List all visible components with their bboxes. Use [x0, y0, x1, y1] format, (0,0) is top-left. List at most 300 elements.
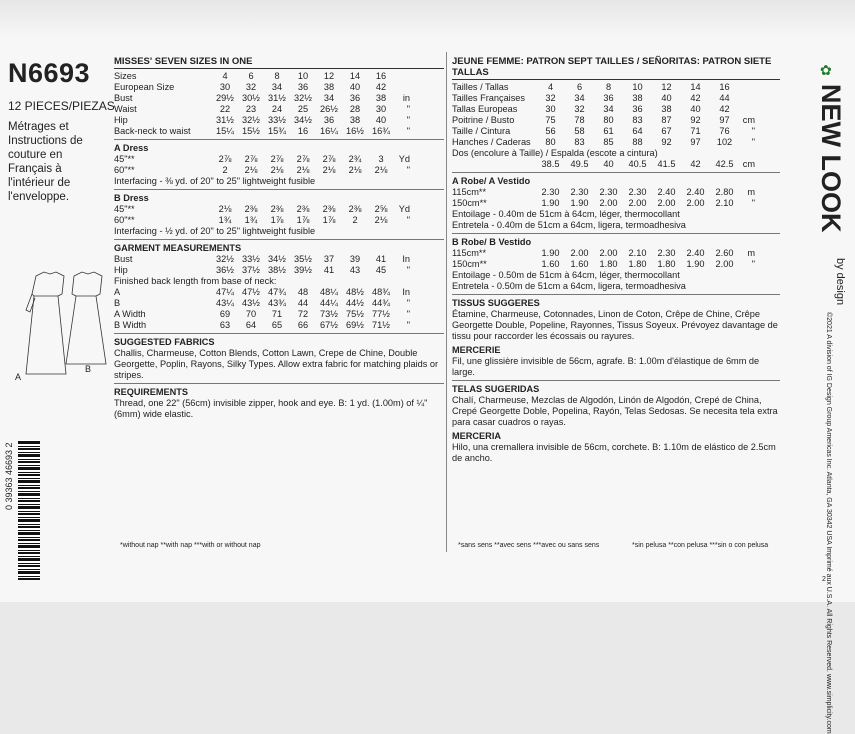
divider: [114, 333, 444, 334]
b-entretela: Entretela - 0.50m de 51cm a 64cm, ligera, termoadhesiva: [452, 281, 686, 291]
row-label: Taille / Cintura: [452, 126, 511, 136]
row-label: Tallas Europeas: [452, 104, 518, 114]
table-cell: 2⅛: [374, 165, 388, 175]
table-cell: 1.60: [570, 259, 589, 269]
row-label: 45"**: [114, 154, 135, 164]
row-label: 115cm**: [452, 248, 487, 258]
table-cell: 33½: [242, 254, 260, 264]
english-footnote: *without nap **with nap ***with or without nap: [120, 542, 261, 549]
divider: [114, 239, 444, 240]
table-cell: 63: [219, 320, 231, 330]
table-cell: 2⅞: [218, 154, 232, 164]
table-cell: 25: [297, 104, 309, 114]
row-label: 60"**: [114, 215, 135, 225]
pieces-count: 12 PIECES/PIEZAS: [8, 99, 115, 113]
table-cell: 32: [245, 82, 257, 92]
table-cell: 16: [719, 82, 730, 92]
table-cell: 16¼: [320, 126, 338, 136]
merceria-text: Hilo, una cremallera invisible de 56cm, corchete. B: 1.10m de elástico de 2.5cm de ancho.: [452, 442, 776, 463]
table-row: [114, 104, 410, 115]
table-cell: 2.30: [570, 187, 589, 197]
table-cell: 37: [323, 254, 335, 264]
table-cell: 65: [271, 320, 283, 330]
table-cell: 2.00: [599, 248, 618, 258]
table-cell: 15½: [242, 126, 260, 136]
column-divider: [446, 52, 447, 552]
table-cell: 3: [378, 154, 384, 164]
table-row: [114, 126, 410, 137]
a-entretela: Entretela - 0.40m de 51cm a 64cm, ligera, termoadhesiva: [452, 220, 686, 230]
table-row: [114, 215, 410, 226]
divider: [114, 383, 444, 384]
unit-cell: ": [406, 320, 410, 330]
table-cell: 30: [375, 104, 387, 114]
b-entoilage: Entoilage - 0.50m de 51cm à 64cm, léger, thermocollant: [452, 270, 680, 280]
table-cell: 6: [248, 71, 254, 81]
merceria-heading: MERCERIA: [452, 431, 502, 441]
b-robe-heading: B Robe/ B Vestido: [452, 237, 532, 247]
table-cell: 88: [632, 137, 643, 147]
row-label: 150cm**: [452, 259, 487, 269]
english-title: MISSES' SEVEN SIZES IN ONE: [114, 56, 444, 69]
tissus-text: Étamine, Charmeuse, Cotonnades, Linon de Coton, Crêpe de Chine, Crêpe Georgette Double, Popeline, Rayonnes, Tissus Soyeux. Prévoyez davantage de tissu pour raccorder les écossais ou rayures.: [452, 309, 778, 341]
table-cell: 36: [603, 93, 614, 103]
table-cell: 38: [375, 93, 387, 103]
table-cell: 2: [352, 215, 358, 225]
table-row: [114, 165, 410, 176]
table-cell: 2.40: [686, 248, 705, 258]
table-cell: 36: [323, 115, 335, 125]
table-cell: 34½: [268, 254, 286, 264]
table-cell: 1.90: [570, 198, 589, 208]
table-cell: 45: [375, 265, 387, 275]
table-cell: 61: [603, 126, 614, 136]
table-cell: 33½: [268, 115, 286, 125]
unit-cell: ": [406, 165, 410, 175]
table-cell: 70: [245, 309, 257, 319]
table-cell: 44¾: [372, 298, 390, 308]
table-row: [452, 82, 755, 93]
spanish-footnote: *sin pelusa **con pelusa ***sin o con pelusa: [632, 542, 769, 549]
table-cell: 15¾: [268, 126, 286, 136]
table-cell: 85: [603, 137, 614, 147]
table-row: [114, 320, 410, 331]
row-label: Hanches / Caderas: [452, 137, 531, 147]
table-cell: 77½: [372, 309, 390, 319]
row-label: [452, 159, 536, 170]
dos-table: [452, 159, 755, 170]
table-cell: 2⅜: [322, 204, 336, 214]
table-cell: 66: [297, 320, 309, 330]
unit-cell: ": [406, 298, 410, 308]
table-cell: 92: [661, 137, 672, 147]
table-cell: 34: [603, 104, 614, 114]
table-cell: 1.80: [599, 259, 618, 269]
table-row: [114, 204, 410, 215]
divider: [452, 380, 780, 381]
table-cell: 29½: [216, 93, 234, 103]
table-cell: 42: [690, 159, 701, 169]
table-cell: 2⅛: [218, 204, 232, 214]
finished-length-table: [114, 287, 410, 331]
table-cell: 64: [245, 320, 257, 330]
fr-a-table: [452, 187, 755, 209]
a-interfacing: Interfacing - ⅜ yd. of 20" to 25" lightweight fusible: [114, 176, 316, 186]
fabrics-heading: SUGGESTED FABRICS: [114, 337, 215, 347]
table-cell: 58: [574, 126, 585, 136]
fr-b-table: [452, 248, 755, 270]
table-cell: 39: [349, 254, 361, 264]
table-cell: 2.30: [657, 248, 676, 258]
view-b-label: B: [85, 364, 92, 374]
unit-cell: cm: [742, 159, 755, 169]
table-row: [114, 82, 410, 93]
table-row: [114, 115, 410, 126]
unit-cell: ": [406, 104, 410, 114]
page-number: 2: [822, 576, 826, 583]
table-cell: 102: [716, 137, 733, 147]
table-cell: 28: [349, 104, 361, 114]
table-cell: 40.5: [628, 159, 647, 169]
table-cell: 1.90: [686, 259, 705, 269]
mercerie-heading: MERCERIE: [452, 345, 501, 355]
french-title: JEUNE FEMME: PATRON SEPT TAILLES / SEÑORITAS: PATRON SIETE TALLAS: [452, 56, 780, 80]
table-row: [452, 259, 755, 270]
row-label: 150cm**: [452, 198, 487, 208]
table-cell: 40: [661, 93, 672, 103]
table-cell: 83: [574, 137, 585, 147]
unit-cell: m: [747, 187, 755, 197]
row-label: B: [114, 298, 121, 308]
table-cell: 41: [375, 254, 387, 264]
table-cell: 48½: [346, 287, 364, 297]
table-row: [452, 198, 755, 209]
table-cell: 1¾: [244, 215, 258, 225]
table-cell: 2.30: [628, 187, 647, 197]
table-cell: 39½: [294, 265, 312, 275]
unit-cell: ": [751, 259, 755, 269]
table-cell: 87: [661, 115, 672, 125]
table-cell: 12: [323, 71, 335, 81]
french-note: Métrages et Instructions de couture en Français à l'intérieur de l'enveloppe.: [8, 121, 83, 203]
table-cell: 2⅞: [270, 154, 284, 164]
table-cell: 31½: [216, 115, 234, 125]
table-row: [114, 154, 410, 165]
garment-measurements-table: [114, 254, 410, 276]
table-cell: 78: [574, 115, 585, 125]
row-label: 60"**: [114, 165, 135, 175]
table-cell: 32: [545, 93, 556, 103]
table-row: [114, 298, 410, 309]
table-cell: 16: [297, 126, 309, 136]
table-cell: 26½: [320, 104, 338, 114]
divider: [452, 172, 780, 173]
unit-cell: ": [751, 137, 755, 147]
requirements-text: Thread, one 22" (56cm) invisible zipper, hook and eye. B: 1 yd. (1.00m) of ¼" (6mm) wide elastic.: [114, 398, 428, 419]
table-cell: 36: [297, 82, 309, 92]
table-row: [452, 248, 755, 259]
table-cell: 1⅞: [270, 215, 284, 225]
table-cell: 6: [576, 82, 583, 92]
table-cell: 1⅞: [322, 215, 336, 225]
table-cell: 23: [245, 104, 257, 114]
table-cell: 36½: [216, 265, 234, 275]
table-cell: 35½: [294, 254, 312, 264]
table-cell: 92: [690, 115, 701, 125]
table-cell: 48¼: [320, 287, 338, 297]
table-cell: 34: [271, 82, 283, 92]
table-cell: 2.10: [715, 198, 734, 208]
table-row: [452, 115, 755, 126]
table-cell: 36: [632, 104, 643, 114]
row-label: 115cm**: [452, 187, 487, 197]
unit-cell: in: [402, 93, 410, 103]
table-cell: 69: [219, 309, 231, 319]
table-cell: 42: [690, 93, 701, 103]
unit-cell: ": [406, 265, 410, 275]
fabrics-text: Challis, Charmeuse, Cotton Blends, Cotton Lawn, Crepe de Chine, Double Georgette, Poplin, Rayons, Silky Types. Allow extra fabric for matching plaids or stripes.: [114, 348, 439, 380]
table-cell: 2.60: [715, 248, 734, 258]
table-row: [114, 71, 410, 82]
table-cell: 10: [297, 71, 309, 81]
table-cell: 44: [719, 93, 730, 103]
table-cell: 44¼: [320, 298, 338, 308]
barcode-number: 0 39363 46693 2: [4, 442, 14, 510]
unit-cell: [739, 82, 755, 93]
row-label: Back-neck to waist: [114, 126, 191, 136]
table-cell: 2⅞: [322, 154, 336, 164]
unit-cell: m: [747, 248, 755, 258]
a-dress-heading: A Dress: [114, 143, 149, 153]
table-cell: 2⅝: [374, 204, 388, 214]
a-yardage-table: [114, 154, 410, 176]
table-cell: 2⅛: [322, 165, 336, 175]
requirements-heading: REQUIREMENTS: [114, 387, 189, 397]
telas-text: Chalí, Charmeuse, Mezclas de Algodón, Linón de Algodón, Crepé de China, Crepé Georgette Doble, Popelina, Rayón, Telas Sedosas. Se necesita tela extra para casar cuadros o rayas.: [452, 395, 778, 427]
table-row: [114, 309, 410, 320]
table-cell: 30: [219, 82, 231, 92]
table-cell: 2.00: [715, 259, 734, 269]
unit-cell: ": [751, 198, 755, 208]
unit-cell: [394, 71, 410, 82]
table-cell: 2⅞: [244, 154, 258, 164]
unit-cell: cm: [742, 115, 755, 125]
table-cell: 80: [603, 115, 614, 125]
french-spanish-column: [452, 56, 780, 464]
row-label: Tailles / Tallas: [452, 82, 509, 92]
table-cell: 71: [690, 126, 701, 136]
table-cell: 32½: [242, 115, 260, 125]
row-label: A Width: [114, 309, 146, 319]
a-entoilage: Entoilage - 0.40m de 51cm à 64cm, léger, thermocollant: [452, 209, 680, 219]
table-cell: 47¾: [268, 287, 286, 297]
row-label: Bust: [114, 93, 133, 103]
table-cell: 32½: [294, 93, 312, 103]
table-cell: 71: [271, 309, 283, 319]
table-cell: 2.30: [599, 187, 618, 197]
table-cell: 40: [603, 159, 614, 169]
table-cell: 56: [545, 126, 556, 136]
pattern-number: N6693: [8, 58, 91, 88]
table-cell: 40: [690, 104, 701, 114]
unit-cell: Yd: [398, 154, 410, 164]
table-cell: 42.5: [715, 159, 734, 169]
table-cell: 32½: [216, 254, 234, 264]
table-cell: 36: [349, 93, 361, 103]
fr-size-table: [452, 82, 755, 148]
tissus-heading: TISSUS SUGGERES: [452, 298, 540, 308]
table-cell: 31½: [268, 93, 286, 103]
row-label: European Size: [114, 82, 175, 92]
divider: [114, 139, 444, 140]
table-cell: 43¼: [216, 298, 234, 308]
dress-b-outline: [66, 272, 106, 364]
table-cell: 38: [323, 82, 335, 92]
table-row: [114, 287, 410, 298]
table-cell: 2⅜: [296, 204, 310, 214]
dos-label: Dos (encolure à Taille) / Espalda (escote a cintura): [452, 148, 658, 158]
brand-logo-icon: ✿: [820, 62, 832, 78]
table-cell: 2.40: [657, 187, 676, 197]
b-yardage-table: [114, 204, 410, 226]
table-row: [452, 187, 755, 198]
table-cell: 4: [547, 82, 554, 92]
table-cell: 67: [661, 126, 672, 136]
unit-cell: [739, 104, 755, 115]
envelope-top-edge: [0, 0, 855, 38]
table-cell: 75: [545, 115, 556, 125]
table-cell: 2.10: [628, 248, 647, 258]
row-label: Hip: [114, 265, 128, 275]
table-cell: 83: [632, 115, 643, 125]
table-cell: 41.5: [657, 159, 676, 169]
row-label: Poitrine / Busto: [452, 115, 515, 125]
unit-cell: ": [406, 309, 410, 319]
table-cell: 2.40: [686, 187, 705, 197]
table-cell: 34½: [294, 115, 312, 125]
table-cell: 2.30: [541, 187, 560, 197]
table-cell: 30: [545, 104, 556, 114]
table-cell: 48: [297, 287, 309, 297]
table-cell: 30½: [242, 93, 260, 103]
view-a-label: A: [15, 372, 22, 382]
a-robe-heading: A Robe/ A Vestido: [452, 176, 531, 186]
table-row: [452, 126, 755, 137]
row-label: Sizes: [114, 71, 137, 81]
unit-cell: [394, 82, 410, 93]
table-cell: 37½: [242, 265, 260, 275]
brand-division-text: ©2021 A division of IG Design Group Americas Inc. Atlanta, GA 30342 USA Imprimé aux U.S.A. All Rights Reserved. www.simplicity.com: [825, 312, 832, 734]
unit-cell: ": [406, 126, 410, 136]
table-cell: 1.80: [628, 259, 647, 269]
table-cell: 24: [271, 104, 283, 114]
unit-cell: ": [751, 126, 755, 136]
table-cell: 2⅛: [296, 165, 310, 175]
table-cell: 1¾: [218, 215, 232, 225]
table-cell: 1.90: [541, 248, 560, 258]
table-cell: 1.90: [541, 198, 560, 208]
table-cell: 2.00: [628, 198, 647, 208]
unit-cell: ": [406, 215, 410, 225]
row-label: A: [114, 287, 121, 297]
table-cell: 2¾: [348, 154, 362, 164]
dress-line-drawing: [22, 266, 108, 386]
table-cell: 2⅜: [270, 204, 284, 214]
table-cell: 42: [719, 104, 730, 114]
table-cell: 8: [605, 82, 612, 92]
table-cell: 2⅛: [244, 165, 258, 175]
table-cell: 2⅛: [374, 215, 388, 225]
table-cell: 1.60: [541, 259, 560, 269]
table-cell: 69½: [346, 320, 364, 330]
table-cell: 2.00: [657, 198, 676, 208]
garment-measurements-heading: GARMENT MEASUREMENTS: [114, 243, 242, 253]
table-cell: 40: [349, 82, 361, 92]
table-cell: 2⅛: [348, 165, 362, 175]
table-cell: 47½: [242, 287, 260, 297]
b-interfacing: Interfacing - ½ yd. of 20" to 25" lightweight fusible: [114, 226, 316, 236]
unit-cell: In: [402, 254, 410, 264]
table-cell: 14: [349, 71, 361, 81]
table-cell: 38½: [268, 265, 286, 275]
unit-cell: ": [406, 115, 410, 125]
finished-back-length: Finished back length from base of neck:: [114, 276, 277, 286]
divider: [452, 294, 780, 295]
table-cell: 1.80: [657, 259, 676, 269]
table-cell: 44½: [346, 298, 364, 308]
table-cell: 34: [323, 93, 335, 103]
table-cell: 76: [719, 126, 730, 136]
b-dress-heading: B Dress: [114, 193, 149, 203]
table-row: [114, 265, 410, 276]
row-label: 45"**: [114, 204, 135, 214]
row-label: Waist: [114, 104, 137, 114]
unit-cell: Yd: [398, 204, 410, 214]
table-cell: 38: [661, 104, 672, 114]
table-cell: 16½: [346, 126, 364, 136]
table-cell: 49.5: [570, 159, 589, 169]
table-row: [452, 104, 755, 115]
english-column: [114, 56, 444, 420]
table-cell: 16¾: [372, 126, 390, 136]
table-cell: 97: [719, 115, 730, 125]
table-cell: 38: [349, 115, 361, 125]
table-cell: 22: [219, 104, 231, 114]
brand-name: NEW LOOK: [816, 84, 846, 233]
table-cell: 43: [349, 265, 361, 275]
table-row: [114, 93, 410, 104]
table-cell: 97: [690, 137, 701, 147]
table-cell: 40: [375, 115, 387, 125]
unit-cell: In: [402, 287, 410, 297]
table-cell: 2.00: [599, 198, 618, 208]
mercerie-text: Fil, une glissière invisible de 56cm, agrafe. B: 1.00m d'élastique de 6mm de large.: [452, 356, 760, 377]
table-cell: 42: [375, 82, 387, 92]
table-cell: 38: [632, 93, 643, 103]
table-cell: 48¾: [372, 287, 390, 297]
table-cell: 14: [690, 82, 701, 92]
table-cell: 47¼: [216, 287, 234, 297]
table-cell: 44: [297, 298, 309, 308]
table-cell: 2⅜: [244, 204, 258, 214]
table-cell: 38.5: [541, 159, 560, 169]
row-label: Hip: [114, 115, 128, 125]
table-cell: 64: [632, 126, 643, 136]
table-cell: 72: [297, 309, 309, 319]
table-cell: 73½: [320, 309, 338, 319]
telas-heading: TELAS SUGERIDAS: [452, 384, 540, 394]
brand-by-design: by design: [834, 258, 846, 306]
